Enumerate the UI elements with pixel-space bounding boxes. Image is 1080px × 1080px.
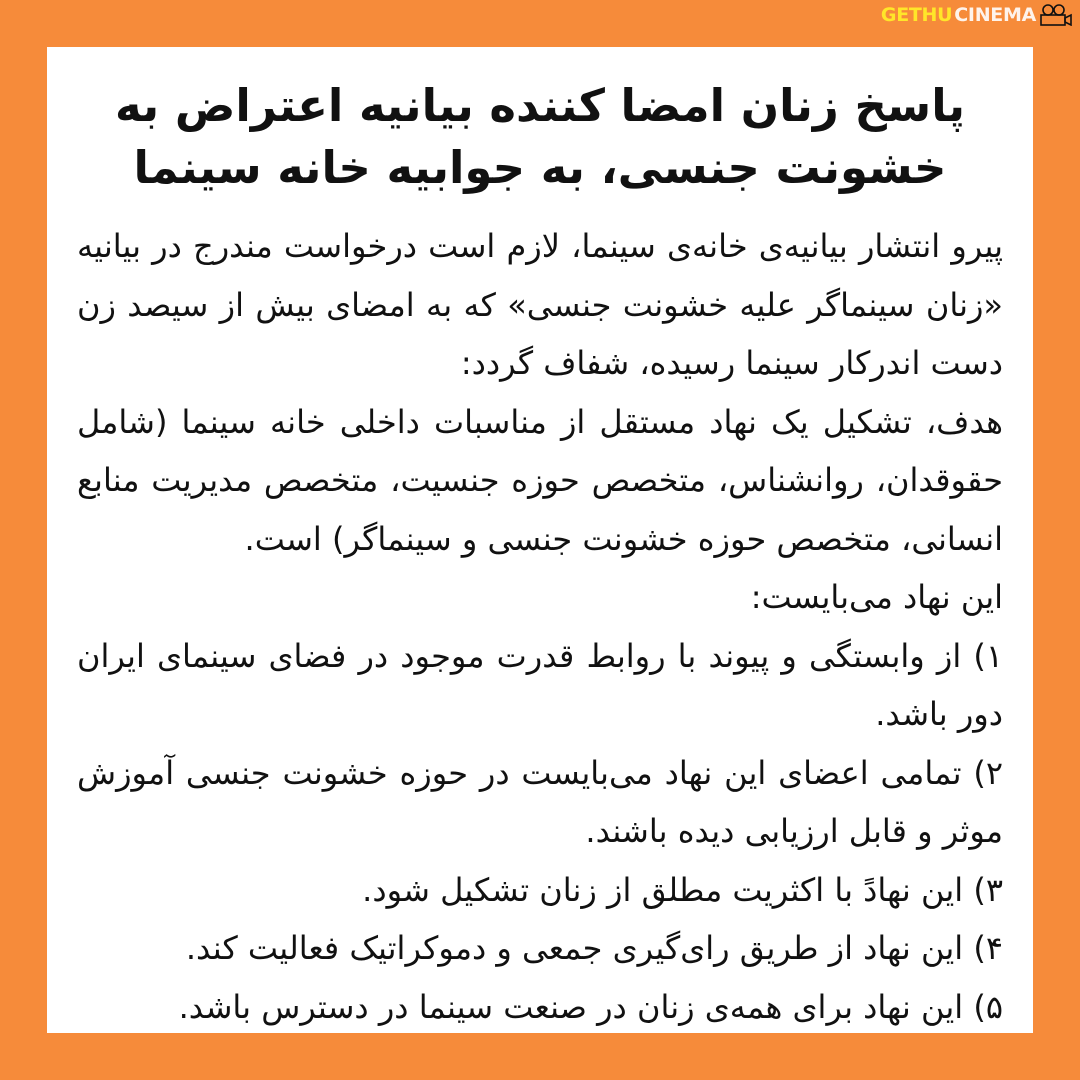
requirement-item-3: ۳) این نهادً با اکثریت مطلق از زنان تشکیل شود. bbox=[362, 870, 1003, 909]
intro-paragraph: پیرو انتشار بیانیه‌ی خانه‌ی سینما، لازم است درخواست مندرج در بیانیه «زنان سینماگر علیه خشونت جنسی» که به امضای بیش از سیصد زن دست اندرکار سینما رسیده، شفاف گردد: bbox=[77, 227, 1003, 382]
page-title: پاسخ زنان امضا کننده بیانیه اعتراض به خشونت جنسی، به جوابیه خانه سینما bbox=[115, 79, 965, 194]
watermark-logo bbox=[881, 4, 1072, 26]
requirement-item-4: ۴) این نهاد از طریق رای‌گیری جمعی و دموکراتیک فعالیت کند. bbox=[185, 929, 1003, 967]
watermark-text-primary: GETHU bbox=[880, 4, 953, 26]
requirement-item-2: ۲) تمامی اعضای این نهاد می‌بایست در حوزه خشونت جنسی آموزش موثر و قابل ارزیابی دیده باشند. bbox=[77, 753, 1003, 850]
statement-panel bbox=[47, 47, 1033, 1033]
watermark-text-secondary: CINEMA bbox=[954, 4, 1036, 26]
goal-paragraph: هدف، تشکیل یک نهاد مستقل از مناسبات داخلی خانه سینما (شامل حقوقدان، روانشناس، متخصص حوزه جنسیت، متخصص مدیریت منابع انسانی، متخصص حوزه خشونت جنسی و سینماگر) است. bbox=[77, 402, 1003, 558]
requirements-heading: این نهاد می‌بایست: bbox=[750, 578, 1003, 616]
requirement-item-1: ۱) از وابستگی و پیوند با روابط قدرت موجود در فضای سینمای ایران دور باشد. bbox=[77, 636, 1003, 733]
requirement-item-5: ۵) این نهاد برای همه‌ی زنان در صنعت سینما در دسترس باشد. bbox=[178, 987, 1003, 1026]
film-reel-icon bbox=[1040, 4, 1072, 26]
statement-body bbox=[77, 217, 1003, 1036]
